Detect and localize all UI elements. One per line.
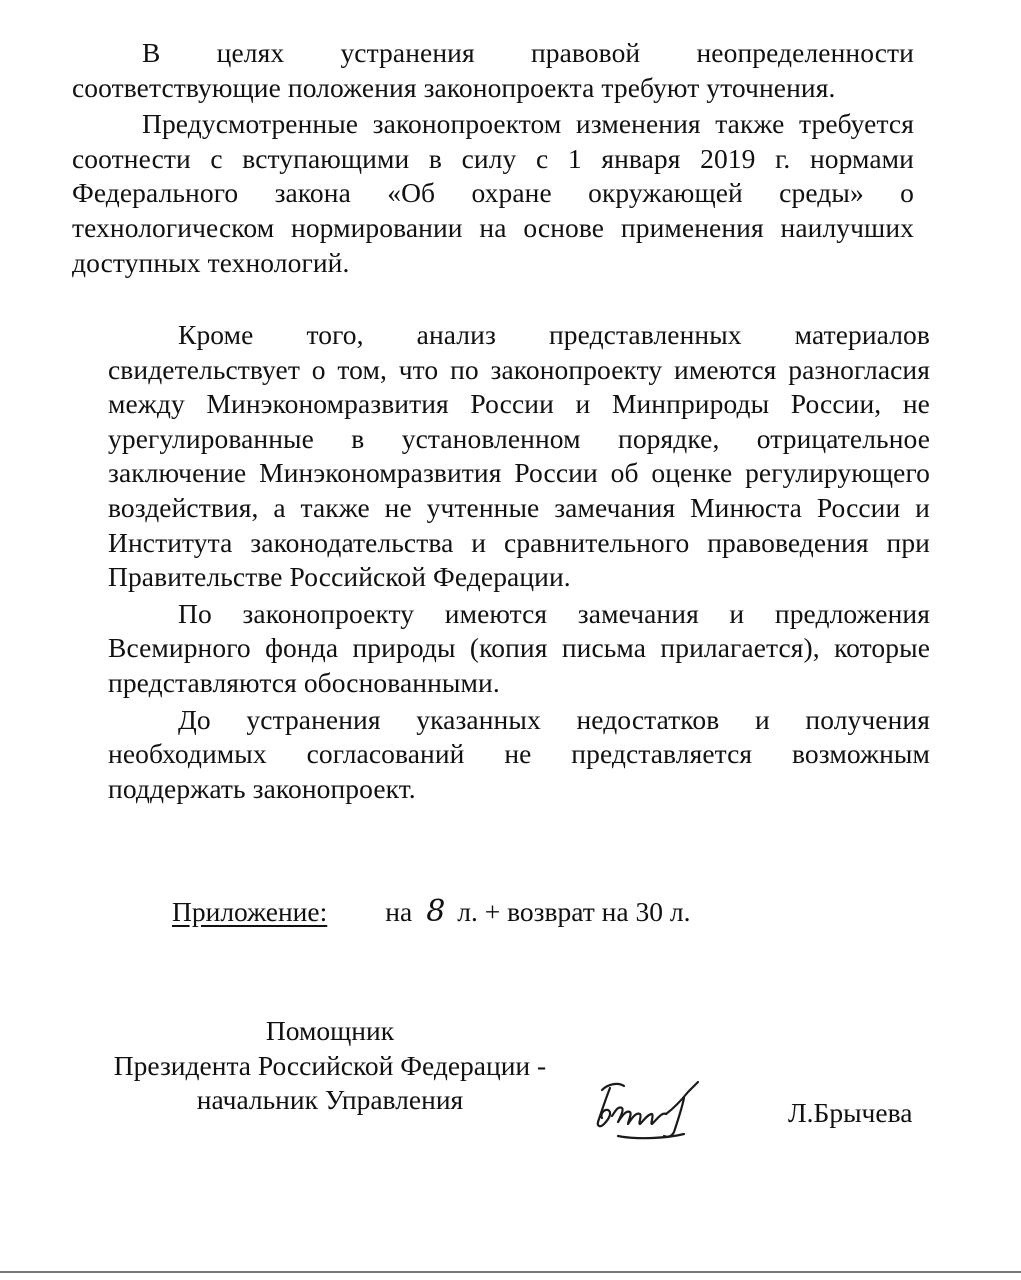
- signer-name: Л.Брычева: [788, 1097, 913, 1128]
- paragraph: Предусмотренные законопроектом изменения также требуется соотнести с вступающими в силу с 1 января 2019 г. нормами Федерального закона «Об охране окружающей среды» о технологическом нормировании на основе применения наилучших доступных технологий.: [72, 108, 914, 278]
- attachment-prefix: на: [385, 896, 413, 927]
- paragraph: По законопроекту имеются замечания и предложения Всемирного фонда природы (копия письма прилагается), которые представляются обоснованными.: [108, 597, 930, 698]
- attachment-line: [172, 895, 690, 929]
- signatory-title-line: начальник Управления: [196, 1084, 464, 1115]
- page-bottom-edge: [0, 1271, 1021, 1273]
- paragraph: Кроме того, анализ представленных материалов свидетельствует о том, что по законопроекту имеются разногласия между Минэкономразвития России и Минприроды России, не урегулированные в установленном порядке, отрицательное заключение Минэкономразвития России об оценке регулирующего воздействия, а также не учтенные замечания Минюста России и Института законодательства и сравнительного правоведения при Правительстве Российской Федерации.: [108, 319, 930, 593]
- attachment-label: Приложение:: [172, 896, 328, 927]
- handwritten-signature: [588, 1078, 713, 1150]
- paragraph: До устранения указанных недостатков и получения необходимых согласований не представляется возможным поддержать законопроект.: [108, 703, 930, 804]
- attachment-pages-handwritten: 8: [426, 894, 446, 929]
- signatory-title: [105, 1014, 555, 1118]
- signatory-title-line: Президента Российской Федерации -: [113, 1049, 547, 1081]
- signatory-title-line: Помощник: [265, 1015, 395, 1046]
- paragraph: В целях устранения правовой неопределенности соответствующие положения законопроекта требуют уточнения.: [72, 37, 914, 103]
- text-block-bottom: [108, 318, 930, 806]
- attachment-suffix: л. + возврат на 30 л.: [457, 896, 691, 927]
- text-block-top: [72, 36, 914, 280]
